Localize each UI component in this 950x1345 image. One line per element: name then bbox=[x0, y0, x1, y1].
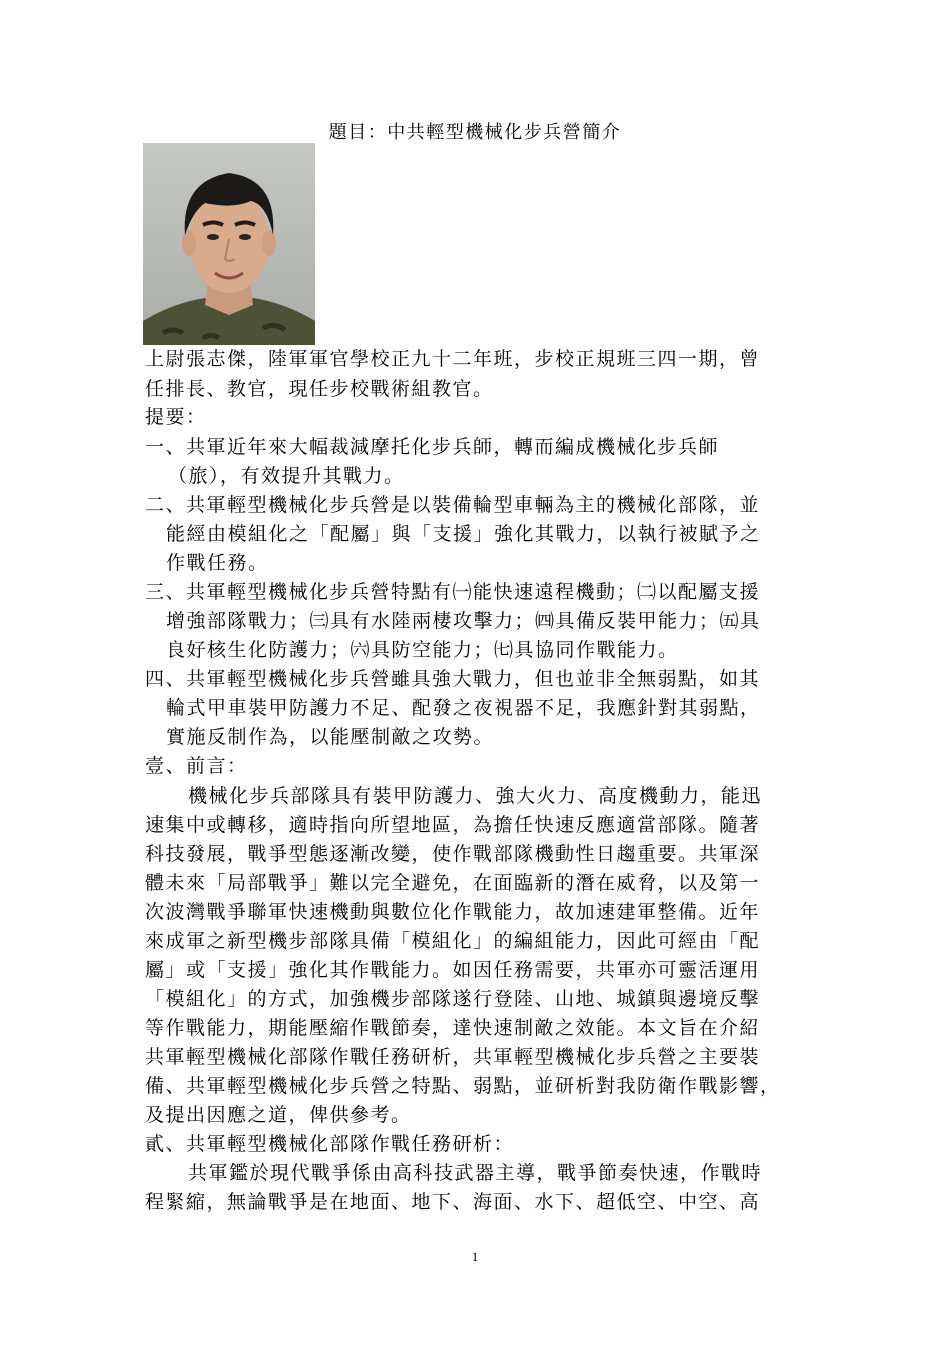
document-title: 題目：中共輕型機械化步兵營簡介 bbox=[328, 122, 622, 143]
summary-item-line: 能經由模組化之「配屬」與「支援」強化其戰力，以執行被賦予之 bbox=[166, 523, 761, 545]
section-heading: 貳、共軍輕型機械化部隊作戰任務研析： bbox=[145, 1133, 515, 1155]
paragraph-line: 速集中或轉移，適時指向所望地區，為擔任快速反應適當部隊。隨著 bbox=[145, 814, 761, 836]
summary-item-line: 二、共軍輕型機械化步兵營是以裝備輪型車輛為主的機械化部隊，並 bbox=[145, 494, 761, 516]
summary-item-line: （旅），有效提升其戰力。 bbox=[168, 465, 405, 487]
paragraph-line: 機械化步兵部隊具有裝甲防護力、強大火力、高度機動力，能迅 bbox=[188, 785, 763, 807]
paragraph-line: 來成軍之新型機步部隊具備「模組化」的編組能力，因此可經由「配 bbox=[145, 930, 761, 952]
author-bio-line: 任排長、教官，現任步校戰術組教官。 bbox=[145, 378, 494, 400]
paragraph-line: 等作戰能力，期能壓縮作戰節奏，達快速制敵之效能。本文旨在介紹 bbox=[145, 1017, 761, 1039]
paragraph-line: 「模組化」的方式，加強機步部隊遂行登陸、山地、城鎮與邊境反擊 bbox=[145, 988, 761, 1010]
summary-item-line: 四、共軍輕型機械化步兵營雖具強大戰力，但也並非全無弱點，如其 bbox=[145, 668, 761, 690]
author-photo bbox=[143, 143, 315, 345]
paragraph-line: 體未來「局部戰爭」難以完全避免，在面臨新的潛在威脅，以及第一 bbox=[145, 872, 761, 894]
summary-item-line: 輪式甲車裝甲防護力不足、配發之夜視器不足，我應針對其弱點， bbox=[166, 697, 761, 719]
summary-heading: 提要： bbox=[145, 406, 207, 428]
paragraph-line: 科技發展，戰爭型態逐漸改變，使作戰部隊機動性日趨重要。共軍深 bbox=[145, 843, 761, 865]
paragraph-line: 備、共軍輕型機械化步兵營之特點、弱點，並研析對我防衛作戰影響， bbox=[145, 1075, 781, 1097]
section-heading: 壹、前言： bbox=[145, 755, 248, 777]
summary-item-line: 作戰任務。 bbox=[166, 552, 269, 574]
summary-item-line: 一、共軍近年來大幅裁減摩托化步兵師，轉而編成機械化步兵師 bbox=[145, 436, 720, 458]
summary-item-line: 良好核生化防護力；㈥具防空能力；㈦具協同作戰能力。 bbox=[166, 639, 679, 661]
author-bio-line: 上尉張志傑，陸軍軍官學校正九十二年班，步校正規班三四一期，曾 bbox=[145, 348, 761, 370]
paragraph-line: 次波灣戰爭聯軍快速機動與數位化作戰能力，故加速建軍整備。近年 bbox=[145, 901, 761, 923]
paragraph-line: 屬」或「支援」強化其作戰能力。如因任務需要，共軍亦可靈活運用 bbox=[145, 959, 761, 981]
paragraph-line: 程緊縮，無論戰爭是在地面、地下、海面、水下、超低空、中空、高 bbox=[145, 1191, 761, 1213]
paragraph-line: 共軍輕型機械化部隊作戰任務研析，共軍輕型機械化步兵營之主要裝 bbox=[145, 1046, 761, 1068]
page-number: 1 bbox=[471, 1249, 479, 1264]
summary-item-line: 實施反制作為，以能壓制敵之攻勢。 bbox=[166, 726, 495, 748]
summary-item-line: 三、共軍輕型機械化步兵營特點有㈠能快速遠程機動；㈡以配屬支援 bbox=[145, 581, 761, 603]
paragraph-line: 共軍鑑於現代戰爭係由高科技武器主導，戰爭節奏快速，作戰時 bbox=[188, 1162, 763, 1184]
paragraph-line: 及提出因應之道，俾供參考。 bbox=[145, 1104, 412, 1126]
summary-item-line: 增強部隊戰力；㈢具有水陸兩棲攻擊力；㈣具備反裝甲能力；㈤具 bbox=[166, 610, 761, 632]
